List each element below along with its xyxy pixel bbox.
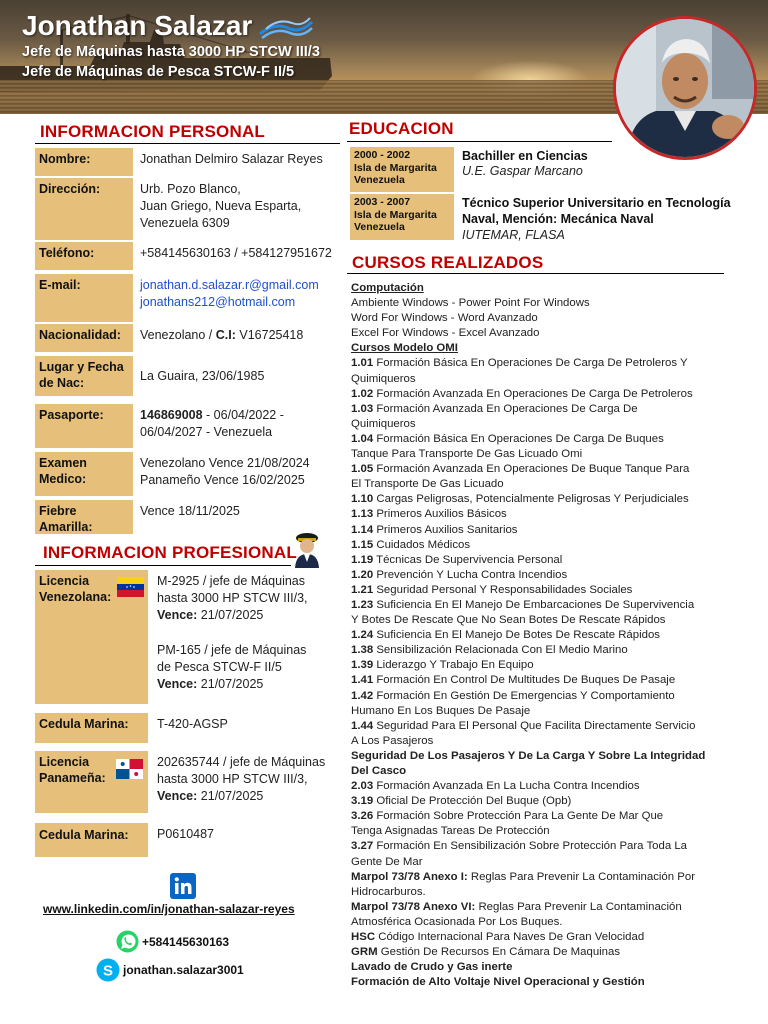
captain-icon <box>294 530 320 568</box>
course-line: 1.01 Formación Básica En Operaciones De Carga De Petroleros Y <box>351 357 688 370</box>
value-nacionalidad: Venezolano / C.I: V16725418 <box>140 328 304 342</box>
divider <box>35 565 291 566</box>
course-line: Seguridad De Los Pasajeros Y De La Carga Y Sobre La Integridad <box>351 749 706 762</box>
divider <box>347 273 724 274</box>
course-line: 1.21 Seguridad Personal Y Responsabilidades Sociales <box>351 583 633 596</box>
course-line: Word For Windows - Word Avanzado <box>351 312 538 325</box>
header-title-2: Jefe de Máquinas de Pesca STCW-F II/5 <box>22 64 295 80</box>
course-line: 1.02 Formación Avanzada En Operaciones De Carga De Petroleros <box>351 387 693 400</box>
course-line: GRM Gestión De Recursos En Cámara De Maquinas <box>351 946 621 959</box>
course-line: Gente De Mar <box>351 855 423 868</box>
course-line: 1.15 Cuidados Médicos <box>351 538 471 551</box>
course-line: 1.10 Cargas Peligrosas, Potencialmente Peligrosas Y Perjudiciales <box>351 493 689 506</box>
course-line: 1.04 Formación Básica En Operaciones De Carga De Buques <box>351 432 664 445</box>
course-line: A Los Pasajeros <box>351 734 434 747</box>
section-title-personal: INFORMACION PERSONAL <box>40 122 265 141</box>
label-telefono: Teléfono: <box>35 242 133 270</box>
course-line: Ambiente Windows - Power Point For Windows <box>351 297 590 310</box>
course-line: Del Casco <box>351 765 407 777</box>
course-line: 1.20 Prevención Y Lucha Contra Incendios <box>351 568 568 581</box>
label-fiebre: Fiebre Amarilla: <box>35 500 133 534</box>
value-email <box>140 274 345 311</box>
label-direccion: Dirección: <box>35 178 133 240</box>
edu-school-1: U.E. Gaspar Marcano <box>462 164 583 178</box>
whatsapp-number[interactable]: +584145630163 <box>142 935 230 949</box>
value-cedula-1: T-420-AGSP <box>157 717 228 731</box>
course-line: 3.26 Formación Sobre Protección Para La Gente De Mar Que <box>351 810 664 823</box>
course-line: Atmosférica Ocasionada Por Los Buques. <box>351 915 563 928</box>
course-line: 1.39 Liderazgo Y Trabajo En Equipo <box>351 659 534 672</box>
course-line: Formación de Alto Voltaje Nivel Operacional y Gestión <box>351 976 645 989</box>
value-examen: Venezolano Vence 21/08/2024 Panameño Vence 16/02/2025 <box>140 456 310 487</box>
course-line: 3.27 Formación En Sensibilización Sobre Protección Para Toda La <box>351 840 688 853</box>
course-line: 1.05 Formación Avanzada En Operaciones De Buque Tanque Para <box>351 463 690 476</box>
course-line: 1.24 Suficiencia En El Manejo De Botes De Rescate Rápidos <box>351 629 660 642</box>
label-nacionalidad: Nacionalidad: <box>35 324 133 352</box>
skype-icon <box>96 958 120 982</box>
label-licencia-ve: Licencia Venezolana: <box>35 570 148 704</box>
label-cedula-1: Cedula Marina: <box>35 713 148 743</box>
venezuela-flag-icon <box>117 577 144 597</box>
linkedin-icon[interactable] <box>170 873 196 899</box>
course-line: Quimiqueros <box>351 372 416 385</box>
course-line: 1.41 Formación En Control De Multitudes De Buques De Pasaje <box>351 674 676 687</box>
value-direccion: Urb. Pozo Blanco, Juan Griego, Nueva Esparta, Venezuela 6309 <box>140 182 302 230</box>
course-line: 1.23 Suficiencia En El Manejo De Embarcaciones De Supervivencia <box>351 598 695 611</box>
section-title-professional: INFORMACION PROFESIONAL <box>43 543 297 562</box>
value-nombre: Jonathan Delmiro Salazar Reyes <box>140 152 323 166</box>
label-lugar-fecha: Lugar y Fecha de Nac: <box>35 356 133 396</box>
value-cedula-2: P0610487 <box>157 827 215 841</box>
course-line: Lavado de Crudo y Gas inerte <box>351 961 513 974</box>
email-link-hotmail[interactable]: jonathans212@hotmail.com <box>140 295 296 309</box>
course-line: 2.03 Formación Avanzada En La Lucha Contra Incendios <box>351 780 640 793</box>
course-line: 1.42 Formación En Gestión De Emergencias Y Comportamiento <box>351 689 675 702</box>
wave-logo-icon <box>258 14 314 40</box>
course-line: Cursos Modelo OMI <box>351 342 458 355</box>
value-licencia-ve: M-2925 / jefe de Máquinas hasta 3000 HP STCW III/3, Vence: 21/07/2025 PM-165 / jefe de Máquinas de Pesca STCW-F II/5 Vence: 21/07/2025 <box>157 574 308 691</box>
course-line: Tanque Para Transporte De Gas Licuado Omi <box>351 448 583 461</box>
course-line: 3.19 Oficial De Protección Del Buque (Opb) <box>351 795 572 808</box>
course-line: 1.44 Seguridad Para El Personal Que Facilita Directamente Servicio <box>351 719 696 732</box>
course-line: Marpol 73/78 Anexo VI: Reglas Para Prevenir La Contaminación <box>351 900 682 913</box>
divider <box>35 143 340 144</box>
label-pasaporte: Pasaporte: <box>35 404 133 448</box>
label-email: E-mail: <box>35 274 133 322</box>
email-link-gmail[interactable]: jonathan.d.salazar.r@gmail.com <box>140 278 319 292</box>
course-line: Hidrocarburos. <box>351 885 426 898</box>
course-line: Humano En Los Buques De Pasaje <box>351 704 531 717</box>
section-title-courses: CURSOS REALIZADOS <box>352 253 544 272</box>
panama-flag-icon <box>116 759 143 779</box>
course-line: 1.38 Sensibilización Relacionada Con El Medio Marino <box>351 644 628 657</box>
course-line: Computación <box>351 282 424 294</box>
value-telefono: +584145630163 / +584127951672 <box>140 246 332 260</box>
profile-photo <box>613 16 757 160</box>
whatsapp-icon <box>116 930 139 953</box>
course-line: Excel For Windows - Excel Avanzado <box>351 327 540 340</box>
edu-date-1: 2000 - 2002 Isla de Margarita Venezuela <box>350 147 454 192</box>
divider <box>347 141 612 142</box>
value-licencia-pa: 202635744 / jefe de Máquinas hasta 3000 HP STCW III/3, Vence: 21/07/2025 <box>157 755 326 803</box>
course-line: Quimiqueros <box>351 417 416 430</box>
label-licencia-pa: Licencia Panameña: <box>35 751 148 813</box>
courses-list <box>351 281 737 990</box>
svg-text:S: S <box>102 962 114 980</box>
section-title-education: EDUCACION <box>349 119 454 138</box>
value-fiebre: Vence 18/11/2025 <box>140 504 240 518</box>
edu-date-2: 2003 - 2007 Isla de Margarita Venezuela <box>350 194 454 240</box>
label-cedula-2: Cedula Marina: <box>35 823 148 857</box>
edu-school-2: IUTEMAR, FLASA <box>462 228 565 242</box>
edu-title-1: Bachiller en Ciencias <box>462 149 588 163</box>
course-line: Y Botes De Rescate Que No Sean Botes De Rescate Rápidos <box>351 614 666 627</box>
course-line: HSC Código Internacional Para Naves De Gran Velocidad <box>351 931 645 944</box>
label-nombre: Nombre: <box>35 148 133 176</box>
course-line: Marpol 73/78 Anexo I: Reglas Para Prevenir La Contaminación Por <box>351 870 695 883</box>
header-title-1: Jefe de Máquinas hasta 3000 HP STCW III/3 <box>22 44 320 60</box>
linkedin-url[interactable]: www.linkedin.com/in/jonathan-salazar-reyes <box>43 902 295 916</box>
course-line: Tenga Asignadas Tareas De Protección <box>351 825 550 838</box>
course-line: 1.14 Primeros Auxilios Sanitarios <box>351 523 518 536</box>
course-line: 1.03 Formación Avanzada En Operaciones De Carga De <box>351 402 638 415</box>
course-line: 1.19 Técnicas De Supervivencia Personal <box>351 553 563 566</box>
skype-handle[interactable]: jonathan.salazar3001 <box>123 963 244 977</box>
value-lugar-fecha: La Guaira, 23/06/1985 <box>140 369 265 383</box>
edu-title-2: Técnico Superior Universitario en Tecnología Naval, Mención: Mecánica Naval <box>462 196 731 226</box>
course-line: 1.13 Primeros Auxilios Básicos <box>351 508 507 521</box>
label-examen: Examen Medico: <box>35 452 133 496</box>
course-line: El Transporte De Gas Licuado <box>351 478 504 491</box>
header-name: Jonathan Salazar <box>22 10 253 41</box>
value-pasaporte: 146869008 - 06/04/2022 - 06/04/2027 - Venezuela <box>140 408 284 439</box>
